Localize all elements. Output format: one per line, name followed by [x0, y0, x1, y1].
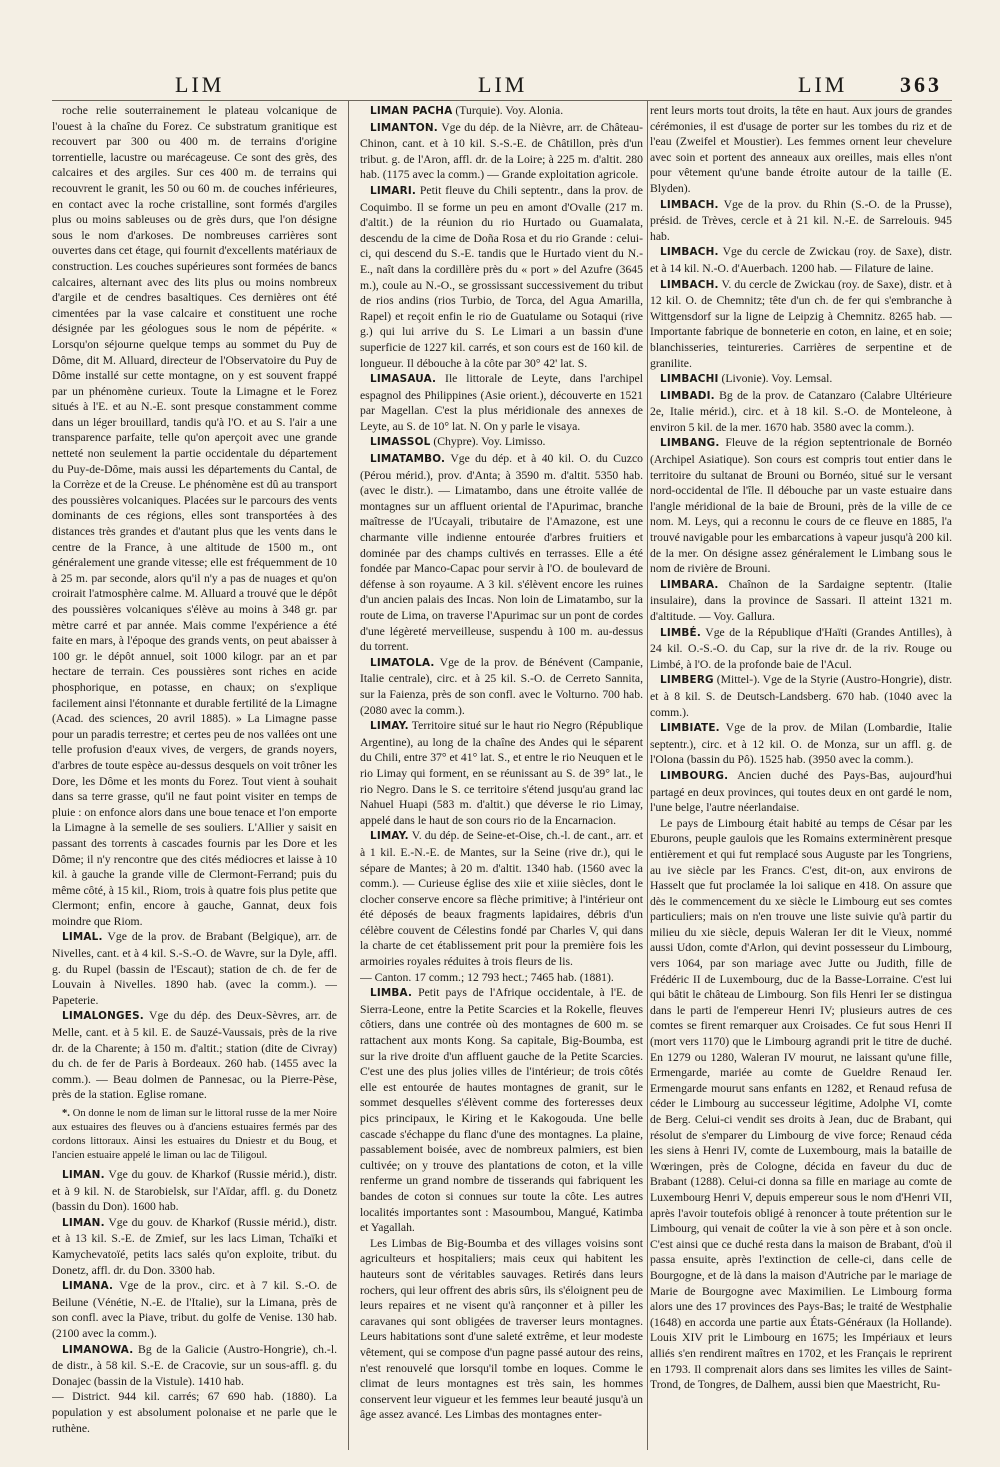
entry-text: (Livonie). Voy. Lemsal. [718, 372, 833, 386]
entry-headword: LIMAN. [62, 1216, 105, 1229]
entry-text: rent leurs morts tout droits, la tête en haut. Aux jours de grandes cérémonies, il est d'usage de porter sur les tombes du riz et de l'eau (Zweifel et Moustier). Les femmes ornent leur chevelure avec soin et portent des anneaux aux oreilles, mais elles n'ont pour vêtement qu'une bande étroite autour de la taille (E. Blyden). [650, 104, 952, 195]
entry-text: Vge de la prov. de Bénévent (Campanie, Italie centrale), circ. et à 25 kil. S.-O. de Cerreto Sannita, sur la Faienza, près de son confl. avec le Volturno. 700 hab. (2080 avec la comm.). [360, 655, 643, 717]
entry-text: Petit pays de l'Afrique occidentale, à l'E. de Sierra-Leone, entre la Petite Scarcies et la Rokelle, fleuves côtiers, dans une contrée où des montagnes de 600 m. se rattachent aux monts Kong. Sa capitale, Big-Boumba, est sur la rive droite d'un affluent gauche de la Petite Scarcies. C'est une des plus jolies villes de l'intérieur; de trois côtés elle est entourée de hautes montagnes de granit, sur le sommet desquelles s'élèvent comme des forteresses deux pics principaux, le Kiring et le Kakogouda. Une belle cascade s'échappe du flanc d'une des montagnes. La plaine, passablement boisée, avec de nombreux palmiers, est bien cultivée; on y trouve des plantations de coton, et la ville renferme un grand nombre de tisserands qui fabriquent les bandes de coton si connues sur toute la côte. Les autres localités importantes sont : Masoumbou, Mangué, Katimba et Yagallah. [360, 986, 643, 1235]
entry-text: Vge du gouv. de Kharkof (Russie mérid.), distr. et à 13 kil. S.-E. de Zmief, sur les lacs Liman, Tchaïki et Kamychevatoïé, petits lacs salés qu'on exploite, tribut. du Donetz, affl. dr. du Don. 3300 hab. [52, 1215, 337, 1277]
footnote-mark: *. [62, 1108, 73, 1119]
dictionary-entry [360, 451, 643, 655]
dictionary-entry [52, 1215, 337, 1278]
entry-headword: LIMASAUA. [370, 373, 437, 386]
dictionary-entry [360, 718, 643, 828]
entry-text: Ancien duché des Pays-Bas, aujourd'hui partagé en deux provinces, qui toutes deux en ont gardé le nom, l'une belge, l'autre néerlandaise. [650, 768, 952, 815]
entry-headword: LIMAL. [62, 931, 103, 944]
running-head [0, 72, 1000, 102]
dictionary-entry [360, 103, 643, 120]
dictionary-entry [360, 183, 643, 371]
entry-text: Vge du gouv. de Kharkof (Russie mérid.), distr. et à 9 kil. N. de Starobielsk, sur l'Aïdar, affl. g. du Donetz (bassin du Don). 1600 hab. [52, 1168, 337, 1214]
dictionary-entry [650, 277, 952, 372]
dictionary-entry [360, 120, 643, 183]
entry-text: Vge du dép. de la Nièvre, arr. de Château-Chinon, cant. et à 10 kil. S.-S.-E. de Châtillon, près d'un tribut. g. de l'Aron, affl. dr. de la Loire; à 225 m. d'altit. 280 hab. (1175 avec la comm.) — Grande exploitation agricole. [360, 120, 643, 182]
running-head-right: LIM [798, 72, 848, 97]
entry-text: (Mittel-). Vge de la Styrie (Austro-Hongrie), distr. et à 8 kil. S. de Deutsch-Landsberg. 670 hab. (1040 avec la comm.). [650, 673, 952, 719]
entry-paragraph [360, 970, 643, 986]
running-head-center: LIM [478, 72, 528, 97]
entry-text: Vge du dép. et à 40 kil. O. du Cuzco (Pérou mérid.), prov. d'Anta; à 3590 m. d'altit. 5350 hab. (avec le distr.). — Limatambo, dans une étroite vallée de montagnes sur un affluent oriental de l'Apurimac, branche maîtresse de l'Ucayali, tributaire de l'Amazone, est une charmante ville indienne entourée d'arbres fruitiers et dominée par des champs cultivés en terrasses. Elle a été fondée par Manco-Capac pour servir à l'O. de boulevard de défense à son royaume. A 3 kil. s'élèvent encore les ruines d'un ancien palais des Incas. Non loin de Limatambo, sur la route de Lima, on traverse l'Apurimac sur un pont de cordes d'une légèreté merveilleuse, suspendu à 100 m. au-dessus du torrent. [360, 452, 643, 654]
entry-paragraph [650, 103, 952, 197]
entry-text: Vge du cercle de Zwickau (roy. de Saxe), distr. et à 14 kil. N.-O. d'Auerbach. 1200 hab. — Filature de laine. [650, 245, 952, 275]
dictionary-entry [360, 371, 643, 434]
entry-headword: LIMBIATE. [660, 722, 720, 735]
entry-headword: LIMBACHI [660, 373, 719, 386]
dictionary-entry [650, 672, 952, 720]
dictionary-entry [52, 1278, 337, 1341]
entry-headword: LIMBADI. [660, 389, 715, 402]
dictionary-entry [52, 1167, 337, 1215]
entry-paragraph [52, 1389, 337, 1436]
dictionary-entry [52, 929, 337, 1008]
entry-headword: LIMAY. [370, 830, 409, 843]
running-head-left: LIM [175, 72, 225, 97]
entry-text: Vge de la prov., circ. et à 7 kil. S.-O. de Beilune (Vénétie, N.-E. de l'Italie), sur la Limana, près de son confl. avec la Piave, tribut. du golfe de Venise. 130 hab. (2100 avec la comm.). [52, 1279, 337, 1340]
dictionary-entry [360, 985, 643, 1236]
entry-text: — District. 944 kil. carrés; 67 690 hab. (1880). La population y est absolument polonaise et ne parle que le ruthène. [52, 1390, 337, 1435]
entry-text: (Chypre). Voy. Limisso. [430, 435, 546, 449]
entry-headword: LIMBERG [660, 674, 714, 687]
dictionary-entry [360, 434, 643, 451]
dictionary-entry [52, 1342, 337, 1390]
entry-text: Bg de la Galicie (Austro-Hongrie), ch.-l. de distr., à 58 kil. S.-E. de Cracovie, sur un sous-affl. g. du Donajec (bassin de la Vistule). 1410 hab. [52, 1342, 337, 1388]
footnote [52, 1107, 337, 1163]
entry-headword: LIMBOURG. [660, 769, 729, 782]
dictionary-entry [52, 1008, 337, 1103]
entry-text: — Canton. 17 comm.; 12 793 hect.; 7465 hab. (1881). [360, 970, 614, 984]
entry-headword: LIMASSOL [370, 436, 431, 449]
entry-headword: LIMATAMBO. [370, 453, 446, 466]
entry-headword: LIMBÉ. [660, 626, 701, 639]
column-2 [360, 103, 643, 1453]
entry-headword: LIMANA. [62, 1280, 114, 1293]
entry-headword: LIMBACH. [660, 278, 719, 291]
dictionary-entry [650, 388, 952, 436]
entry-text: Vge de la République d'Haïti (Grandes Antilles), à 24 kil. O.-S.-O. du Cap, sur la rive dr. de la riv. Rouge ou Limbé, à l'O. de la profonde baie de l'Acul. [650, 625, 952, 671]
entry-text: Vge de la prov. de Brabant (Belgique), arr. de Nivelles, cant. et à 4 kil. S.-S.-O. de Wavre, sur la Dyle, affl. g. du Rupel (bassin de l'Escaut); station de ch. de fer de Louvain à Nivelles. 1890 hab. (avec la comm.). — Papeterie. [52, 930, 337, 1007]
dictionary-entry [650, 435, 952, 576]
entry-text: roche relie souterrainement le plateau volcanique de l'ouest à la chaîne du Forez. Ce substratum granitique est recouvert par 300 ou 400 m. de terrains d'origine torrentielle, lacustre ou marécageuse. Ce sont des grès, des calcaires et des argiles. Sur ces 400 m. de terrains qui recouvrent le granit, les 50 ou 60 m. de couches inférieures, en contact avec la roche cristalline, sont formés d'argiles plus ou moins sableuses ou de grès durs, que l'on désigne sous le nom d'arkoses. De nombreuses carrières sont ouvertes dans cet étage, qui fournit d'excellents matériaux de construction. Les couches supérieures sont formées de bancs calcaires, alternant avec des lits plus ou moins nombreux d'argile et de cendres basaltiques. Ces dernières ont été cimentées par la vase calcaire et constituent une roche désignée par les géologues sous le nom de pépérite. « Lorsqu'on séjourne quelque temps au sommet du Puy de Dôme, dit M. Alluard, directeur de l'Observatoire du Puy de Dôme installé sur cette montagne, on y est souvent frappé par un phénomène curieux. Toute la Limagne et le Forez situés à l'E. et au N.-E. sont presque constamment comme dans un léger brouillard, tandis qu'à l'O. et au S. l'air a une transparence parfaite, telle qu'on aperçoit avec une grande netteté non seulement la partie occidentale du département du Puy-de-Dôme, mais aussi les départements du Cantal, de la Corrèze et de la Creuse. Le phénomène est dû au transport des poussières volcaniques. Placées sur le parcours des vents dominants de ces régions, elles sont transportées à des distances très grandes et d'autant plus que les vents dans le centre de la France, à une altitude de 1500 m., ont généralement une grande vitesse; elle est fréquemment de 10 à 25 m. par seconde, alors qu'il n'y a pas de nuages et qu'on croirait l'atmosphère calme. M. Alluard a trouvé que le dépôt des poussières volcaniques s'élève au moins à 348 gr. par mètre carré et par année. Mais comme l'expérience a été faite en mars, à l'époque des grands vents, on peut abaisser à 100 gr. le dépôt annuel, soit 1000 kilogr. par an et par hectare de terrain. Ces poussières sont riches en acide phosphorique, en potasse, en chaux; on s'explique facilement ainsi l'étonnante et durable fertilité de la Limagne (Acad. des sciences, 20 avril 1885). » La Limagne passe pour un paradis terrestre; et certes peu de nos vallées ont une telle profusion d'eaux vives, de vergers, de grands noyers, d'arbres de toute espèce au-dessus desquels on voit trôner les Dore, les Dôme et les monts du Forez. Tout vient à souhait dans sa terre grasse, qu'il ne faut point visiter en temps de pluie : on enfonce alors dans une boue tenace et l'on emporte la Limagne à la semelle de ses souliers. L'Allier y saisit en passant des torrents à cascades fournis par les Dore et les Dôme; il n'y rencontre que des cités médiocres et laisse à 10 kil. à gauche la grande ville de Clermont-Ferrand; puis du même côté, à 15 kil., Riom, trois à quatre fois plus petite que Clermont; enfin, encore à gauche, Gannat, deux fois moindre que Riom. [52, 104, 337, 928]
page-number: 363 [900, 72, 942, 97]
entry-headword: LIMANTON. [370, 121, 438, 134]
entry-text: Petit fleuve du Chili septentr., dans la prov. de Coquimbo. Il se forme un peu en amont d'Ovalle (217 m. d'altit.) de la réunion du rio Hurtado ou Guamalata, descendu de la cime de Doña Rosa et du rio Grande : celui-ci, qui descend du S.-E. tandis que le Hurtado vient du N.-E., naît dans la cordillère près du « port » del Azufre (3645 m.), coule au N.-O., se grossissant successivement du tribut de rios andins (rios Turbio, de Torca, del Agua Amarilla, Rapel) et reçoit enfin le rio de Guatulame ou Sotaqui (rive g.) qui lui arrive du S. Le Limari a un bassin d'une superficie de 1227 kil. carrés, et son cours est de 160 kil. de longueur. Il débouche à la côte par 30° 42' lat. S. [360, 183, 643, 370]
entry-text: Vge du dép. des Deux-Sèvres, arr. de Melle, cant. et à 5 kil. E. de Sauzé-Vaussais, près de la rive dr. de la Charente; à 150 m. d'altit.; station (dite de Civray) du ch. de fer de Paris à Bordeaux. 260 hab. (1455 avec la comm.). — Beau dolmen de Pannesac, ou la Pierre-Pèse, près de la station. Eglise romane. [52, 1009, 337, 1102]
entry-headword: LIMAY. [370, 720, 409, 733]
entry-headword: LIMBACH. [660, 246, 719, 259]
entry-text: Ile littorale de Leyte, dans l'archipel espagnol des Philippines (Asie orient.), découverte en 1521 par Magellan. C'est la plus méridionale des annexes de Leyte, au S. de 10° lat. N. On y parle le visaya. [360, 372, 643, 433]
dictionary-entry [650, 197, 952, 245]
entry-text: Chaînon de la Sardaigne septentr. (Italie insulaire), dans la province de Sassari. Il atteint 1321 m. d'altitude. — Voy. Gallura. [650, 577, 952, 623]
entry-headword: LIMBA. [370, 987, 413, 1000]
entry-text: Bg de la prov. de Catanzaro (Calabre Ultérieure 2e, Italie mérid.), circ. et à 18 kil. S.-O. de Monteleone, à environ 5 kil. de la mer. 1670 hab. 3580 avec la comm.). [650, 388, 952, 434]
entry-text: Les Limbas de Big-Boumba et des villages voisins sont agriculteurs et hospitaliers; mais ceux qui habitent les hauteurs sont de véritables sauvages. Retirés dans leurs rochers, qui leur offrent des abris sûrs, ils s'éloignent peu de leurs repaires et ne visent qu'à rançonner et à piller les caravanes qui sont obligées de traverser leurs montagnes. Leurs habitations sont d'une saleté extrême, et leur modeste vêtement, qui se compose d'un pagne passé autour des reins, n'est renouvelé que lorsqu'il tombe en loques. Comme le climat de leurs montagnes est très sain, les hommes conservent leur vigueur et les femmes leur beauté jusqu'à un âge assez avancé. Les Limbas des montagnes enter- [360, 1236, 643, 1422]
entry-paragraph [52, 103, 337, 929]
entry-headword: LIMAN. [62, 1169, 105, 1181]
dictionary-entry [650, 577, 952, 625]
dictionary-entry [650, 625, 952, 673]
column-rule-2 [647, 100, 648, 1450]
entry-headword: LIMATOLA. [370, 656, 435, 669]
dictionary-entry [360, 655, 643, 718]
dictionary-entry [650, 720, 952, 768]
entry-text: V. du cercle de Zwickau (roy. de Saxe), distr. et à 12 kil. O. de Chemnitz; tête d'un ch. de fer qui s'embranche à Wittgensdorf sur la ligne de Leipzig à Chemnitz. 8265 hab. — Importante fabrique de bonneterie en coton, en laine, et en soie; blanchisseries, teintureries. Carrières de serpentine et de granilite. [650, 277, 952, 370]
entry-headword: LIMAN PACHA [370, 105, 453, 117]
dictionary-entry [650, 244, 952, 276]
entry-text: Territoire situé sur le haut rio Negro (République Argentine), au long de la chaîne des Andes qui le séparent du Chili, entre 37° et 41° lat. S., et entre le rio Neuquen et le rio Limay qui forment, en se réunissant au S. de 39° lat., le rio Negro. Dans le S. ce territoire s'étend jusqu'au grand lac Nahuel Huapi (583 m. d'altit.) que déverse le rio Limay, appelé dans le haut de son cours rio de la Encarnacion. [360, 719, 643, 827]
entry-text: Le pays de Limbourg était habité au temps de César par les Eburons, peuple gaulois que les Romains exterminèrent presque entièrement et qui fut remplacé sous Auguste par les Tongriens, au ive siècle par les Francs. C'est, dit-on, aux environs de Hasselt que fut proclamée la loi salique en 418. On assure que dès le commencement du xe siècle le Limbourg eut ses comtes particuliers; mais on n'en trouve une liste suivie qu'à partir du milieu du xie siècle, depuis Waleran Ier dit le Vieux, nommé aussi Udon, comte d'Arlon, qui devint possesseur du Limbourg, vers 1064, par son mariage avec Jutte ou Judith, fille de Frédéric II de Luxembourg, duc de la Basse-Lorraine. C'est lui qui bâtit le château de Limbourg. Son fils Henri Ier se distingua dans le parti de l'empereur Henri IV; plusieurs autres de ces comtes se firent remarquer aux Croisades. Ce fut sous Henri II (mort vers 1170) que le Limbourg agrandi prit le titre de duché. En 1279 ou 1280, Waleran IV mourut, ne laissant qu'une fille, Ermengarde, mariée au comte de Gueldre Renaud Ier. Ermengarde mourut sans enfants en 1282, et Renaud refusa de céder le Limbourg au successeur légitime, Adolphe VI, comte de Berg. Celui-ci vendit ses droits à Jean, duc de Brabant, qui résolut de s'emparer du Limbourg de vive force; Renaud céda les siens à Henri IV, comte de Luxembourg, mais la bataille de Wœringen, près de Cologne, décida en faveur du duc de Brabant (1288). Celui-ci donna sa fille en mariage au comte de Luxembourg Henri V, depuis empereur sous le nom d'Henri VII, après l'avoir toutefois obligé à renoncer à toute prétention sur le Limbourg, qui venait de coûter la vie à son père et à son oncle. C'est ainsi que ce duché resta dans la maison de Brabant, d'où il passa ensuite, après l'extinction de celle-ci, dans celle de Bourgogne, et de là dans la maison d'Autriche par le mariage de Marie de Bourgogne avec Maximilien. Le Limbourg forma alors une des 17 provinces des Pays-Bas; le traité de Westphalie (1648) en accorda une partie aux États-Généraux (la Hollande). Louis XIV prit le Limbourg en 1675; les Impériaux et leurs alliés s'en rendirent maîtres en 1702, et les Français le reprirent en 1793. Il comprenait alors dans ses limites les villes de Saint-Trond, de Tongres, de Dalhem, aussi bien que Maestricht, Ru- [650, 816, 952, 1392]
footnote-text: On donne le nom de liman sur le littoral russe de la mer Noire aux estuaires des fleuves ou à d'anciens estuaires fermés par des cordons littoraux. Ainsi les estuaires du Dniestr et du Boug, et l'ancien estuaire appelé le liman ou lac de Tiligoul. [52, 1108, 337, 1161]
entry-text: Vge de la prov. du Rhin (S.-O. de la Prusse), présid. de Trèves, cercle et à 21 kil. N.-E. de Sarrelouis. 945 hab. [650, 197, 952, 243]
entry-text: V. du dép. de Seine-et-Oise, ch.-l. de cant., arr. et à 1 kil. E.-N.-E. de Mantes, sur la Seine (rive dr.), qui le sépare de Mantes; à 20 m. d'altit. 1340 hab. (1560 avec la comm.). — Curieuse église des xiie et xiiie siècles, dont le clocher conserve encore sa flèche primitive; à l'intérieur ont été déposés de beaux fragments lapidaires, débris d'un célèbre couvent de Célestins fondé par Charles V, qui dans la charte de cet établissement prit pour la première fois les armoiries royales réduites à trois fleurs de lis. [360, 829, 643, 969]
entry-paragraph [360, 1236, 643, 1423]
entry-headword: LIMBANG. [660, 437, 720, 450]
entry-headword: LIMANOWA. [62, 1343, 134, 1356]
entry-text: Vge de la prov. de Milan (Lombardie, Italie septentr.), circ. et à 12 kil. O. de Monza, sur un affl. g. de l'Olona (bassin du Pô). 1525 hab. (3950 avec la comm.). [650, 721, 952, 767]
entry-headword: LIMALONGES. [62, 1010, 144, 1023]
dictionary-entry [650, 768, 952, 816]
entry-headword: LIMARI. [370, 184, 417, 197]
entry-headword: LIMBACH. [660, 198, 719, 211]
column-rule-1 [348, 100, 349, 1450]
dictionary-entry [360, 828, 643, 969]
dictionary-entry [650, 371, 952, 388]
entry-headword: LIMBARA. [660, 578, 719, 591]
column-3 [650, 103, 952, 1453]
entry-text: Fleuve de la région septentrionale de Bornéo (Archipel Asiatique). Son cours est compris tout entier dans le territoire du sultanat de Brouni ou Bornéo, situé sur le versant nord-occidental de l'île. Il débouche par un vaste estuaire dans l'angle méridional de la baie de Brouni, près de la ville de ce nom. M. Leys, qui a reconnu le cours de ce fleuve en 1885, l'a trouvé navigable pour les embarcations à vapeur jusqu'à 200 kil. de la mer. On désigne assez généralement le Limbang sous le nom de rivière de Brouni. [650, 436, 952, 576]
entry-text: (Turquie). Voy. Alonia. [452, 104, 564, 117]
header-rule [52, 100, 952, 101]
entry-paragraph [650, 816, 952, 1393]
column-1 [52, 103, 337, 1453]
